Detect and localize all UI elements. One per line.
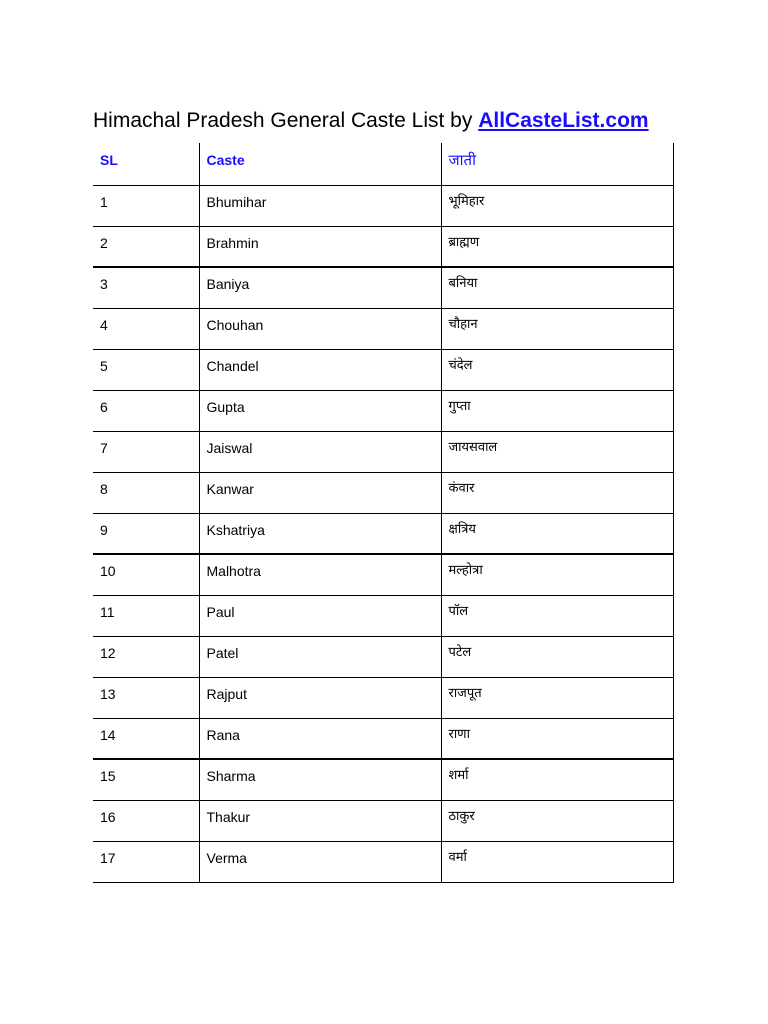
cell-caste: Jaiswal xyxy=(199,431,441,472)
table-row xyxy=(93,636,673,677)
cell-hindi: वर्मा xyxy=(441,841,673,882)
table-row xyxy=(93,431,673,472)
cell-caste: Thakur xyxy=(199,800,441,841)
table-row xyxy=(93,390,673,431)
cell-caste: Patel xyxy=(199,636,441,677)
cell-hindi: राणा xyxy=(441,718,673,759)
cell-sl: 5 xyxy=(93,349,199,390)
header-hindi: जाती xyxy=(441,143,673,185)
table-row xyxy=(93,185,673,226)
cell-sl: 9 xyxy=(93,513,199,554)
cell-sl: 8 xyxy=(93,472,199,513)
cell-caste: Gupta xyxy=(199,390,441,431)
cell-caste: Baniya xyxy=(199,267,441,308)
cell-hindi: जायसवाल xyxy=(441,431,673,472)
cell-caste: Rajput xyxy=(199,677,441,718)
cell-sl: 14 xyxy=(93,718,199,759)
cell-sl: 11 xyxy=(93,595,199,636)
cell-caste: Kanwar xyxy=(199,472,441,513)
table-row xyxy=(93,349,673,390)
cell-hindi: पॉल xyxy=(441,595,673,636)
table-body xyxy=(93,185,673,882)
cell-caste: Sharma xyxy=(199,759,441,800)
cell-caste: Malhotra xyxy=(199,554,441,595)
cell-sl: 7 xyxy=(93,431,199,472)
table-row xyxy=(93,472,673,513)
table-row xyxy=(93,800,673,841)
cell-hindi: ठाकुर xyxy=(441,800,673,841)
title-text: Himachal Pradesh General Caste List by xyxy=(93,109,479,132)
cell-hindi: चंदेल xyxy=(441,349,673,390)
cell-hindi: बनिया xyxy=(441,267,673,308)
cell-sl: 16 xyxy=(93,800,199,841)
table-header-row xyxy=(93,143,673,185)
table-row xyxy=(93,718,673,759)
cell-sl: 17 xyxy=(93,841,199,882)
cell-hindi: पटेल xyxy=(441,636,673,677)
cell-sl: 13 xyxy=(93,677,199,718)
table-row xyxy=(93,595,673,636)
table-row xyxy=(93,841,673,882)
cell-caste: Paul xyxy=(199,595,441,636)
header-sl: SL xyxy=(93,143,199,185)
document-title xyxy=(93,106,649,136)
cell-hindi: मल्होत्रा xyxy=(441,554,673,595)
caste-table xyxy=(93,143,674,883)
cell-caste: Bhumihar xyxy=(199,185,441,226)
cell-caste: Chouhan xyxy=(199,308,441,349)
cell-hindi: चौहान xyxy=(441,308,673,349)
cell-hindi: गुप्ता xyxy=(441,390,673,431)
table-row xyxy=(93,513,673,554)
cell-sl: 1 xyxy=(93,185,199,226)
table-row xyxy=(93,226,673,267)
cell-hindi: कंवार xyxy=(441,472,673,513)
cell-caste: Verma xyxy=(199,841,441,882)
cell-sl: 12 xyxy=(93,636,199,677)
cell-sl: 6 xyxy=(93,390,199,431)
cell-hindi: क्षत्रिय xyxy=(441,513,673,554)
cell-sl: 15 xyxy=(93,759,199,800)
cell-caste: Chandel xyxy=(199,349,441,390)
cell-caste: Brahmin xyxy=(199,226,441,267)
cell-sl: 3 xyxy=(93,267,199,308)
table-row xyxy=(93,759,673,800)
table-row xyxy=(93,267,673,308)
cell-sl: 10 xyxy=(93,554,199,595)
cell-caste: Kshatriya xyxy=(199,513,441,554)
table-row xyxy=(93,554,673,595)
header-caste: Caste xyxy=(199,143,441,185)
table-row xyxy=(93,308,673,349)
cell-hindi: शर्मा xyxy=(441,759,673,800)
cell-hindi: राजपूत xyxy=(441,677,673,718)
cell-sl: 2 xyxy=(93,226,199,267)
allcastelist-link[interactable]: AllCasteList.com xyxy=(478,109,649,132)
cell-hindi: ब्राह्मण xyxy=(441,226,673,267)
cell-caste: Rana xyxy=(199,718,441,759)
cell-hindi: भूमिहार xyxy=(441,185,673,226)
table-row xyxy=(93,677,673,718)
cell-sl: 4 xyxy=(93,308,199,349)
